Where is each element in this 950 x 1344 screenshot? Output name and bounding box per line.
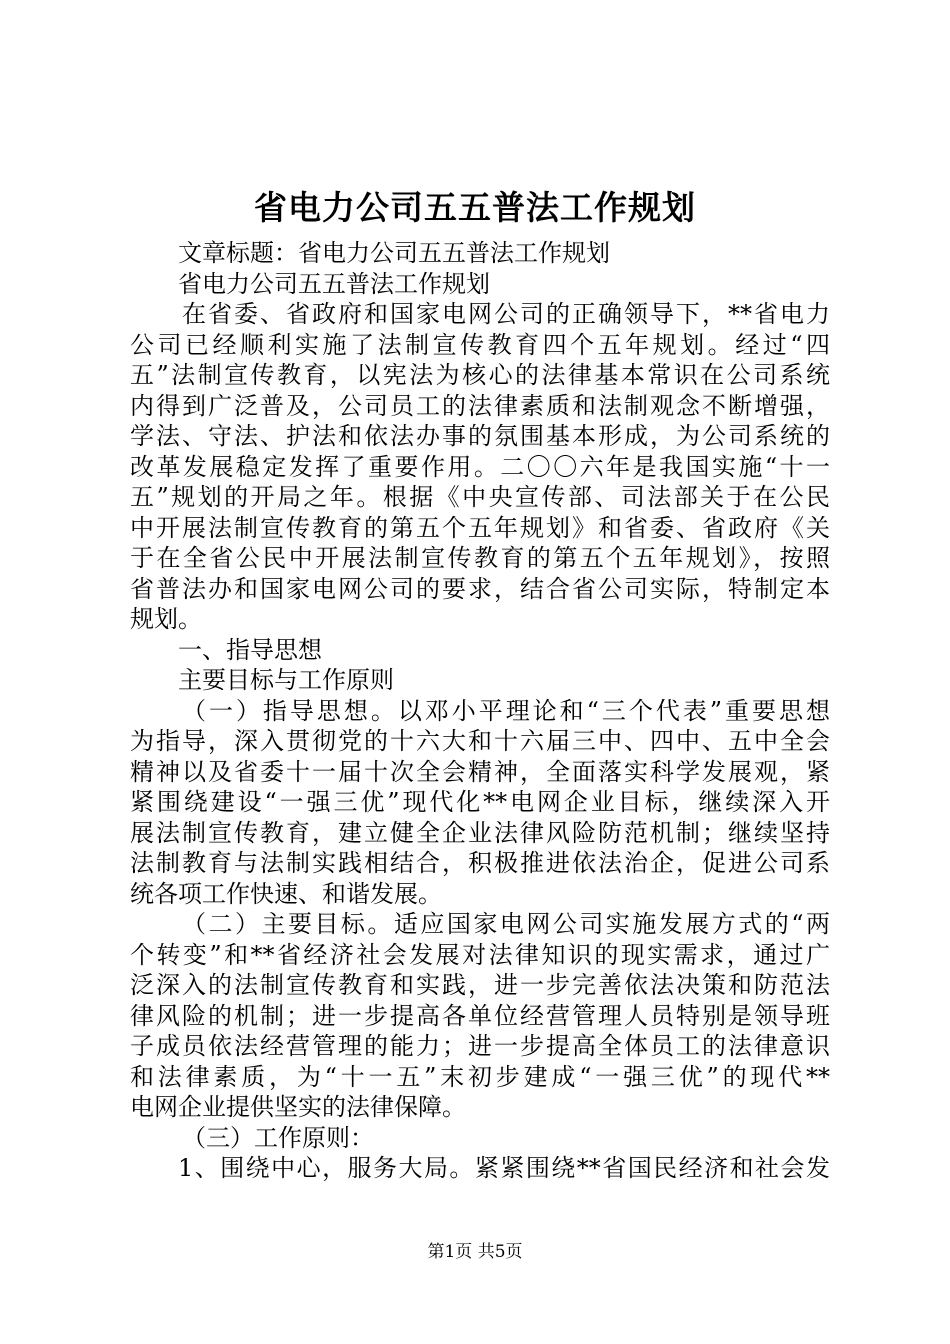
text-line: 个转变”和**省经济社会发展对法律知识的现实需求，通过广: [130, 940, 830, 969]
text-line: 为指导，深入贯彻党的十六大和十六届三中、四中、五中全会: [130, 727, 830, 755]
text-line: 展法制宣传教育，建立健全企业法律风险防范机制；继续坚持: [130, 818, 830, 847]
text-line: 规划。: [130, 605, 202, 633]
text-line: 中开展法制宣传教育的第五个五年规划》和省委、省政府《关: [130, 513, 830, 542]
text-line: 和法律素质，为“十一五”末初步建成“一强三优”的现代**: [130, 1062, 830, 1091]
text-line: 泛深入的法制宣传教育和实践，进一步完善依法决策和防范法: [130, 971, 830, 999]
text-line: 子成员依法经营管理的能力；进一步提高全体员工的法律意识: [130, 1032, 830, 1060]
text-line: 于在全省公民中开展法制宣传教育的第五个五年规划》，按照: [130, 544, 830, 572]
text-line: 在省委、省政府和国家电网公司的正确领导下，**省电力: [182, 300, 830, 328]
text-line: 电网企业提供坚实的法律保障。: [130, 1093, 466, 1121]
text-line: 改革发展稳定发挥了重要作用。二〇〇六年是我国实施“十一: [130, 452, 830, 481]
text-line: 1、围绕中心，服务大局。紧紧围绕**省国民经济和社会发: [178, 1154, 830, 1182]
text-line: 五”法制宣传教育，以宪法为核心的法律基本常识在公司系统: [130, 361, 830, 389]
text-line: 精神以及省委十一届十次全会精神，全面落实科学发展观，紧: [130, 757, 830, 786]
page-number: 第1页 共5页: [427, 1242, 523, 1262]
text-line: 法制教育与法制实践相结合，积极推进依法治企，促进公司系: [130, 849, 830, 877]
text-line: 省电力公司五五普法工作规划: [178, 269, 490, 298]
text-line: 公司已经顺利实施了法制宣传教育四个五年规划。经过“四: [130, 330, 830, 359]
text-line: （二）主要目标。适应国家电网公司实施发展方式的“两: [182, 910, 830, 938]
text-line: 文章标题：省电力公司五五普法工作规划: [178, 239, 610, 267]
text-line: 五”规划的开局之年。根据《中央宣传部、司法部关于在公民: [130, 483, 830, 511]
text-line: 紧围绕建设“一强三优”现代化**电网企业目标，继续深入开: [130, 788, 830, 816]
document-body: [130, 238, 830, 1184]
text-line: 省普法办和国家电网公司的要求，结合省公司实际，特制定本: [130, 574, 830, 603]
text-line: 律风险的机制；进一步提高各单位经营管理人员特别是领导班: [130, 1001, 830, 1030]
document-title: 省电力公司五五普法工作规划: [254, 188, 696, 227]
text-line: （一）指导思想。以邓小平理论和“三个代表”重要思想: [182, 696, 830, 725]
text-line: （三）工作原则：: [182, 1123, 374, 1152]
text-line: 主要目标与工作原则: [178, 666, 394, 694]
text-line: 统各项工作快速、和谐发展。: [130, 879, 442, 908]
text-line: 内得到广泛普及，公司员工的法律素质和法制观念不断增强，: [130, 391, 830, 420]
text-line: 学法、守法、护法和依法办事的氛围基本形成，为公司系统的: [130, 422, 830, 450]
text-line: 一、指导思想: [178, 635, 322, 664]
